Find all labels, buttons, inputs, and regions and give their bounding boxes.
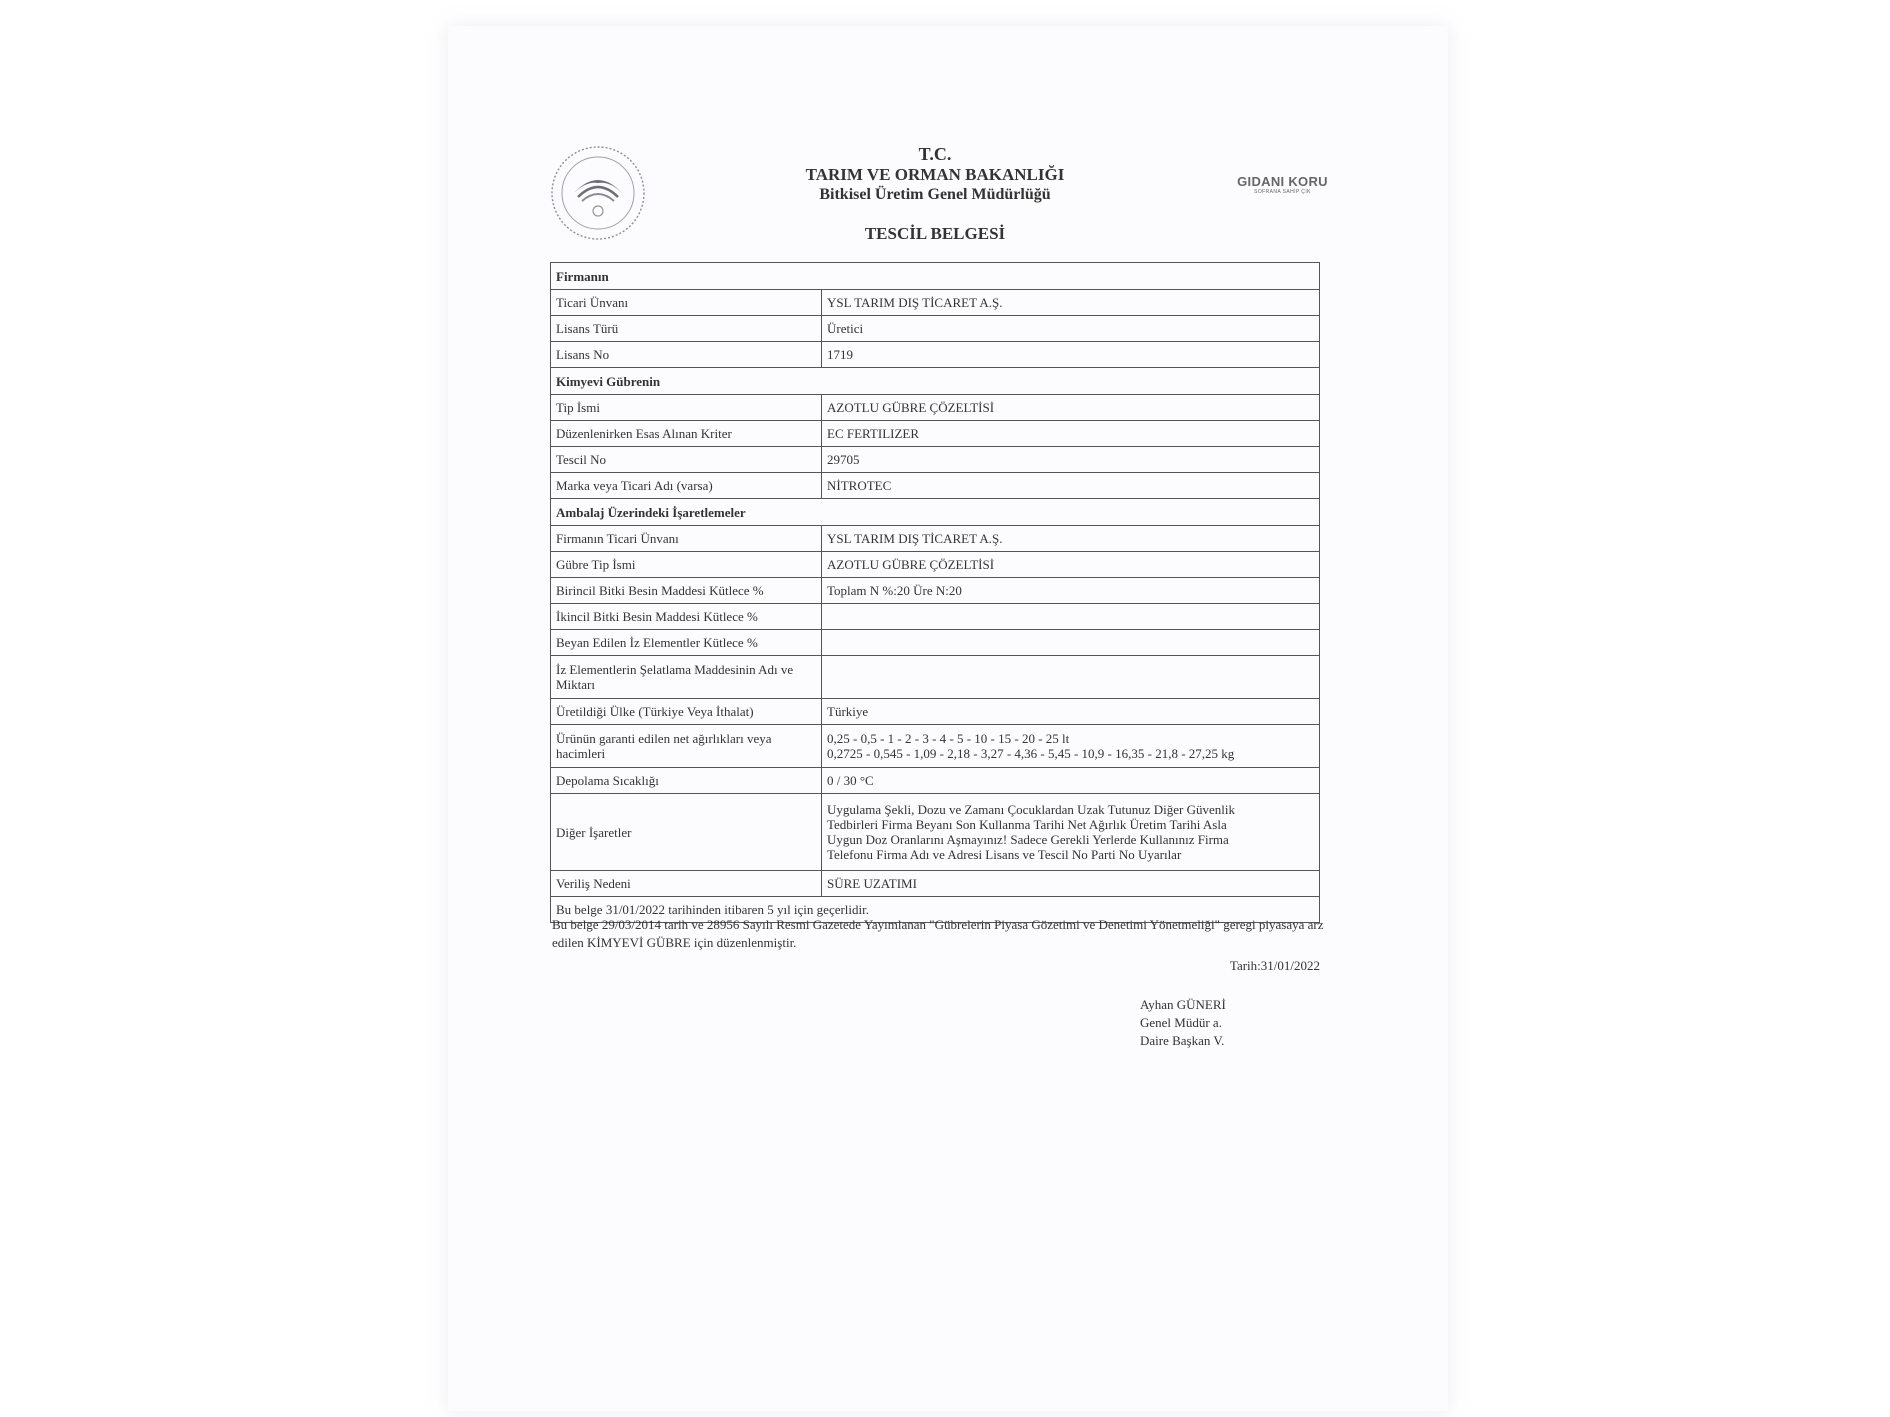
table-section-row: [551, 499, 1320, 526]
field-value: Toplam N %:20 Üre N:20: [822, 578, 1320, 604]
field-value: AZOTLU GÜBRE ÇÖZELTİSİ: [822, 395, 1320, 421]
ministry-seal-icon: [548, 143, 648, 243]
field-value: [822, 656, 1320, 699]
field-label: Düzenlenirken Esas Alınan Kriter: [551, 421, 822, 447]
brand-logo-tagline: SOFRANA SAHİP ÇIK: [1254, 189, 1311, 195]
table-row: [551, 316, 1320, 342]
field-label: Üretildiği Ülke (Türkiye Veya İthalat): [551, 699, 822, 725]
table-row: [551, 526, 1320, 552]
table-row: [551, 871, 1320, 897]
table-row: [551, 342, 1320, 368]
table-row: [551, 656, 1320, 699]
field-label: İz Elementlerin Şelatlama Maddesinin Adı ve Miktarı: [551, 656, 822, 699]
field-label: Tescil No: [551, 447, 822, 473]
table-row: [551, 630, 1320, 656]
document-title: TESCİL BELGESİ: [864, 224, 1006, 243]
field-label: Ürünün garanti edilen net ağırlıkları veya hacimleri: [551, 725, 822, 768]
field-label: Diğer İşaretler: [551, 794, 822, 871]
field-value: 1719: [822, 342, 1320, 368]
field-value: 0,25 - 0,5 - 1 - 2 - 3 - 4 - 5 - 10 - 15 - 20 - 25 lt 0,2725 - 0,545 - 1,09 - 2,18 - 3,27 - 4,36 - 5,45 - 10,9 - 16,35 - 21,8 - 27,25 kg: [822, 725, 1320, 768]
table-row: [551, 699, 1320, 725]
table-row: [551, 473, 1320, 499]
section-heading: Kimyevi Gübrenin: [551, 368, 1320, 395]
section-heading: Ambalaj Üzerindeki İşaretlemeler: [551, 499, 1320, 526]
field-value: 0 / 30 °C: [822, 768, 1320, 794]
brand-logo-text: GIDANI KORU: [1237, 174, 1328, 189]
field-value: AZOTLU GÜBRE ÇÖZELTİSİ: [822, 552, 1320, 578]
table-row: [551, 768, 1320, 794]
field-value: Türkiye: [822, 699, 1320, 725]
table-row: [551, 552, 1320, 578]
field-label: İkincil Bitki Besin Maddesi Kütlece %: [551, 604, 822, 630]
registration-table-body: [551, 263, 1320, 923]
validity-note: Bu belge 31/01/2022 tarihinden itibaren 5 yıl için geçerlidir.: [551, 897, 1320, 923]
table-row: [551, 447, 1320, 473]
field-label: Tip İsmi: [551, 395, 822, 421]
field-label: Marka veya Ticari Adı (varsa): [551, 473, 822, 499]
field-value: [822, 630, 1320, 656]
field-label: Depolama Sıcaklığı: [551, 768, 822, 794]
header-line-directorate: Bitkisel Üretim Genel Müdürlüğü: [819, 186, 1051, 203]
table-row: [551, 578, 1320, 604]
field-value: Uygulama Şekli, Dozu ve Zamanı Çocuklardan Uzak Tutunuz Diğer Güvenlik Tedbirleri Firma Beyanı Son Kullanma Tarihi Net Ağırlık Üretim Tarihi Asla Uygun Doz Oranlarını Aşmayınız! Sadece Gerekli Yerlerde Kullanınız Firma Telefonu Firma Adı ve Adresi Lisans ve Tescil No Parti No Uyarılar: [822, 794, 1320, 871]
table-row: [551, 604, 1320, 630]
field-value: YSL TARIM DIŞ TİCARET A.Ş.: [822, 290, 1320, 316]
issue-date: Tarih:31/01/2022: [1229, 958, 1320, 973]
document-header: [700, 144, 1170, 205]
field-value: SÜRE UZATIMI: [822, 871, 1320, 897]
table-section-row: [551, 368, 1320, 395]
field-label: Lisans Türü: [551, 316, 822, 342]
field-label: Firmanın Ticari Ünvanı: [551, 526, 822, 552]
signatory-name: Ayhan GÜNERİ: [1140, 997, 1226, 1012]
field-label: Gübre Tip İsmi: [551, 552, 822, 578]
signatory-deputy-title: Daire Başkan V.: [1140, 1033, 1225, 1048]
brand-logo: [1225, 174, 1340, 196]
legal-note: Bu belge 29/03/2014 tarih ve 28956 Sayılı Resmi Gazetede Yayımlanan "Gübrelerin Piyasa Gözetimi ve Denetimi Yönetmeliği" geregi piyasaya arz edilen KİMYEVİ GÜBRE için düzenlenmiştir.: [552, 917, 1324, 950]
field-label: Ticari Ünvanı: [551, 290, 822, 316]
header-line-ministry: TARIM VE ORMAN BAKANLIĞI: [805, 165, 1065, 184]
field-label: Beyan Edilen İz Elementler Kütlece %: [551, 630, 822, 656]
field-value: Üretici: [822, 316, 1320, 342]
field-value: EC FERTILIZER: [822, 421, 1320, 447]
signatory-title: Genel Müdür a.: [1140, 1015, 1222, 1030]
field-value: YSL TARIM DIŞ TİCARET A.Ş.: [822, 526, 1320, 552]
header-line-tc: T.C.: [918, 144, 952, 164]
field-label: Birincil Bitki Besin Maddesi Kütlece %: [551, 578, 822, 604]
field-label: Lisans No: [551, 342, 822, 368]
signature-block: [1140, 996, 1226, 1050]
field-label: Veriliş Nedeni: [551, 871, 822, 897]
field-value: [822, 604, 1320, 630]
field-value: NİTROTEC: [822, 473, 1320, 499]
table-row: [551, 794, 1320, 871]
table-row: [551, 395, 1320, 421]
table-row: [551, 421, 1320, 447]
table-row: [551, 725, 1320, 768]
field-value: 29705: [822, 447, 1320, 473]
table-row: [551, 290, 1320, 316]
registration-table: [550, 262, 1320, 923]
table-section-row: [551, 263, 1320, 290]
section-heading: Firmanın: [551, 263, 1320, 290]
